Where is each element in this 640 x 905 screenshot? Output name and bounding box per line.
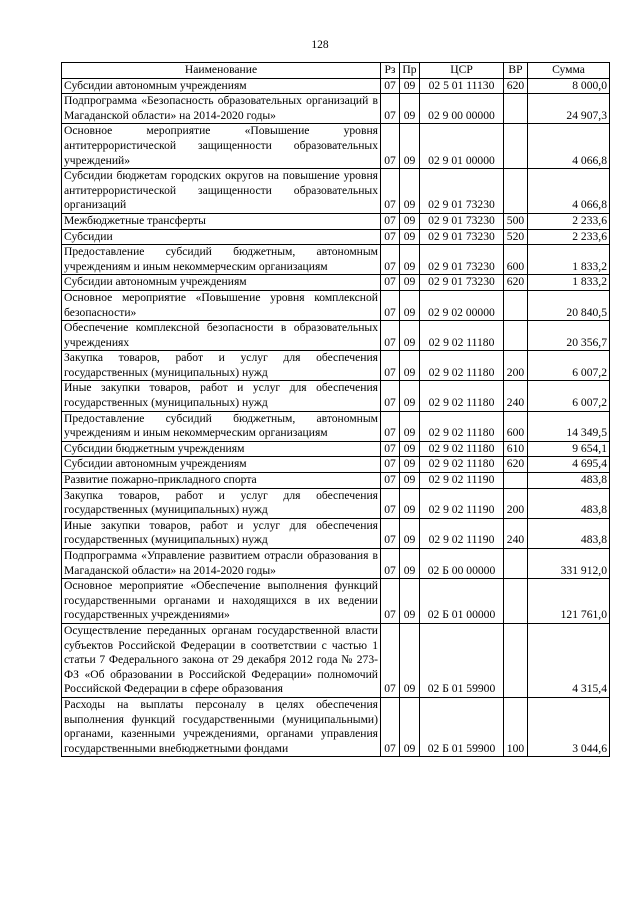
cell-csr: 02 9 02 11180: [420, 321, 504, 351]
cell-csr: 02 9 02 11190: [420, 473, 504, 489]
cell-name: Подпрограмма «Управление развитием отрасли образования в Магаданской области» на 2014-2020 годы»: [62, 549, 381, 579]
cell-sum: 121 761,0: [528, 579, 610, 624]
cell-rz: 07: [381, 381, 400, 411]
cell-pr: 09: [400, 290, 420, 320]
cell-name: Основное мероприятие «Повышение уровня антитеррористической защищенности образовательных учреждений»: [62, 124, 381, 169]
cell-vr: [504, 321, 528, 351]
cell-vr: 200: [504, 351, 528, 381]
cell-rz: 07: [381, 579, 400, 624]
cell-rz: 07: [381, 321, 400, 351]
cell-rz: 07: [381, 245, 400, 275]
cell-csr: 02 9 02 11180: [420, 457, 504, 473]
cell-pr: 09: [400, 579, 420, 624]
cell-rz: 07: [381, 229, 400, 245]
cell-pr: 09: [400, 124, 420, 169]
cell-csr: 02 Б 00 00000: [420, 549, 504, 579]
cell-sum: 2 233,6: [528, 229, 610, 245]
cell-pr: 09: [400, 488, 420, 518]
cell-rz: 07: [381, 169, 400, 214]
cell-sum: 24 907,3: [528, 94, 610, 124]
cell-vr: 620: [504, 275, 528, 291]
cell-pr: 09: [400, 441, 420, 457]
table-row: [62, 411, 610, 441]
table-row: [62, 488, 610, 518]
table-row: [62, 697, 610, 756]
cell-sum: 9 654,1: [528, 441, 610, 457]
cell-vr: 240: [504, 381, 528, 411]
cell-pr: 09: [400, 321, 420, 351]
cell-rz: 07: [381, 441, 400, 457]
cell-sum: 3 044,6: [528, 697, 610, 756]
cell-vr: [504, 549, 528, 579]
cell-csr: 02 9 01 73230: [420, 245, 504, 275]
cell-vr: [504, 290, 528, 320]
cell-vr: 600: [504, 245, 528, 275]
cell-pr: 09: [400, 213, 420, 229]
cell-sum: 1 833,2: [528, 245, 610, 275]
cell-name: Закупка товаров, работ и услуг для обеспечения государственных (муниципальных) нужд: [62, 351, 381, 381]
cell-name: Субсидии: [62, 229, 381, 245]
cell-sum: 20 356,7: [528, 321, 610, 351]
table-row: [62, 549, 610, 579]
cell-vr: 600: [504, 411, 528, 441]
cell-sum: 483,8: [528, 518, 610, 548]
cell-name: Субсидии бюджетным учреждениям: [62, 441, 381, 457]
cell-rz: 07: [381, 457, 400, 473]
column-header-pr: Пр: [400, 63, 420, 79]
table-row: [62, 94, 610, 124]
cell-csr: 02 9 01 73230: [420, 213, 504, 229]
cell-pr: 09: [400, 94, 420, 124]
cell-name: Развитие пожарно-прикладного спорта: [62, 473, 381, 489]
table-row: [62, 213, 610, 229]
cell-vr: 200: [504, 488, 528, 518]
cell-csr: 02 9 01 73230: [420, 169, 504, 214]
cell-pr: 09: [400, 457, 420, 473]
cell-name: Основное мероприятие «Обеспечение выполнения функций государственными органами и находящихся в их ведении государственных учреждениями»: [62, 579, 381, 624]
cell-rz: 07: [381, 518, 400, 548]
table-row: [62, 579, 610, 624]
cell-pr: 09: [400, 697, 420, 756]
column-header-name: Наименование: [62, 63, 381, 79]
cell-name: Предоставление субсидий бюджетным, автономным учреждениям и иным некоммерческим организациям: [62, 411, 381, 441]
cell-csr: 02 9 02 11190: [420, 488, 504, 518]
cell-name: Субсидии бюджетам городских округов на повышение уровня антитеррористической защищенности образовательных организаций: [62, 169, 381, 214]
cell-vr: 620: [504, 78, 528, 94]
budget-table: [61, 62, 610, 757]
table-row: [62, 229, 610, 245]
cell-vr: [504, 124, 528, 169]
cell-vr: 620: [504, 457, 528, 473]
cell-rz: 07: [381, 473, 400, 489]
cell-name: Закупка товаров, работ и услуг для обеспечения государственных (муниципальных) нужд: [62, 488, 381, 518]
cell-vr: [504, 473, 528, 489]
cell-csr: 02 9 01 00000: [420, 124, 504, 169]
cell-sum: 4 066,8: [528, 169, 610, 214]
cell-name: Субсидии автономным учреждениям: [62, 457, 381, 473]
cell-csr: 02 9 02 11180: [420, 441, 504, 457]
cell-sum: 4 066,8: [528, 124, 610, 169]
cell-pr: 09: [400, 78, 420, 94]
cell-rz: 07: [381, 488, 400, 518]
cell-name: Обеспечение комплексной безопасности в образовательных учреждениях: [62, 321, 381, 351]
cell-rz: 07: [381, 351, 400, 381]
cell-sum: 4 695,4: [528, 457, 610, 473]
cell-csr: 02 9 02 11180: [420, 411, 504, 441]
cell-csr: 02 9 00 00000: [420, 94, 504, 124]
table-header-row: [62, 63, 610, 79]
table-row: [62, 275, 610, 291]
cell-name: Основное мероприятие «Повышение уровня комплексной безопасности»: [62, 290, 381, 320]
cell-name: Субсидии автономным учреждениям: [62, 275, 381, 291]
cell-rz: 07: [381, 549, 400, 579]
cell-csr: 02 9 01 73230: [420, 229, 504, 245]
cell-vr: 500: [504, 213, 528, 229]
table-row: [62, 518, 610, 548]
table-row: [62, 381, 610, 411]
cell-sum: 14 349,5: [528, 411, 610, 441]
cell-pr: 09: [400, 473, 420, 489]
cell-pr: 09: [400, 229, 420, 245]
cell-csr: 02 9 02 11180: [420, 381, 504, 411]
cell-sum: 6 007,2: [528, 351, 610, 381]
cell-sum: 8 000,0: [528, 78, 610, 94]
cell-sum: 4 315,4: [528, 623, 610, 697]
table-row: [62, 623, 610, 697]
cell-rz: 07: [381, 124, 400, 169]
cell-rz: 07: [381, 411, 400, 441]
cell-pr: 09: [400, 351, 420, 381]
column-header-vr: ВР: [504, 63, 528, 79]
cell-name: Иные закупки товаров, работ и услуг для обеспечения государственных (муниципальных) нужд: [62, 381, 381, 411]
cell-pr: 09: [400, 169, 420, 214]
cell-pr: 09: [400, 549, 420, 579]
table-row: [62, 457, 610, 473]
cell-name: Субсидии автономным учреждениям: [62, 78, 381, 94]
cell-csr: 02 9 01 73230: [420, 275, 504, 291]
table-row: [62, 78, 610, 94]
cell-pr: 09: [400, 411, 420, 441]
cell-name: Расходы на выплаты персоналу в целях обеспечения выполнения функций государственными (муниципальными) органами, казенными учреждениями, органами управления государственными внебюджетными фондами: [62, 697, 381, 756]
cell-pr: 09: [400, 381, 420, 411]
cell-csr: 02 Б 01 59900: [420, 623, 504, 697]
cell-sum: 331 912,0: [528, 549, 610, 579]
cell-csr: 02 9 02 00000: [420, 290, 504, 320]
table-row: [62, 290, 610, 320]
table-row: [62, 351, 610, 381]
cell-sum: 483,8: [528, 473, 610, 489]
cell-pr: 09: [400, 623, 420, 697]
cell-sum: 1 833,2: [528, 275, 610, 291]
cell-rz: 07: [381, 623, 400, 697]
table-row: [62, 169, 610, 214]
column-header-rz: Рз: [381, 63, 400, 79]
cell-vr: [504, 579, 528, 624]
cell-rz: 07: [381, 94, 400, 124]
column-header-sum: Сумма: [528, 63, 610, 79]
table-row: [62, 441, 610, 457]
cell-vr: [504, 623, 528, 697]
cell-rz: 07: [381, 290, 400, 320]
cell-csr: 02 Б 01 59900: [420, 697, 504, 756]
cell-sum: 2 233,6: [528, 213, 610, 229]
cell-sum: 6 007,2: [528, 381, 610, 411]
cell-vr: 240: [504, 518, 528, 548]
table-row: [62, 124, 610, 169]
cell-rz: 07: [381, 78, 400, 94]
table-row: [62, 473, 610, 489]
cell-name: Предоставление субсидий бюджетным, автономным учреждениям и иным некоммерческим организациям: [62, 245, 381, 275]
cell-pr: 09: [400, 275, 420, 291]
cell-name: Иные закупки товаров, работ и услуг для обеспечения государственных (муниципальных) нужд: [62, 518, 381, 548]
cell-vr: 100: [504, 697, 528, 756]
table-row: [62, 321, 610, 351]
cell-csr: 02 9 02 11180: [420, 351, 504, 381]
cell-name: Межбюджетные трансферты: [62, 213, 381, 229]
column-header-csr: ЦСР: [420, 63, 504, 79]
table-row: [62, 245, 610, 275]
cell-vr: [504, 169, 528, 214]
cell-csr: 02 9 02 11190: [420, 518, 504, 548]
cell-sum: 483,8: [528, 488, 610, 518]
cell-name: Подпрограмма «Безопасность образовательных организаций в Магаданской области» на 2014-2020 годы»: [62, 94, 381, 124]
cell-rz: 07: [381, 275, 400, 291]
cell-rz: 07: [381, 213, 400, 229]
cell-csr: 02 5 01 11130: [420, 78, 504, 94]
page-number: 128: [311, 39, 329, 51]
cell-csr: 02 Б 01 00000: [420, 579, 504, 624]
cell-sum: 20 840,5: [528, 290, 610, 320]
cell-vr: 520: [504, 229, 528, 245]
cell-pr: 09: [400, 245, 420, 275]
cell-name: Осуществление переданных органам государственной власти субъектов Российской Федерации в соответствии с частью 1 статьи 7 Федерального закона от 29 декабря 2012 года № 273-ФЗ «Об образовании в Российской Федерации» полномочий Российской Федерации в сфере образования: [62, 623, 381, 697]
cell-vr: 610: [504, 441, 528, 457]
cell-rz: 07: [381, 697, 400, 756]
cell-pr: 09: [400, 518, 420, 548]
cell-vr: [504, 94, 528, 124]
table-body: [62, 78, 610, 757]
